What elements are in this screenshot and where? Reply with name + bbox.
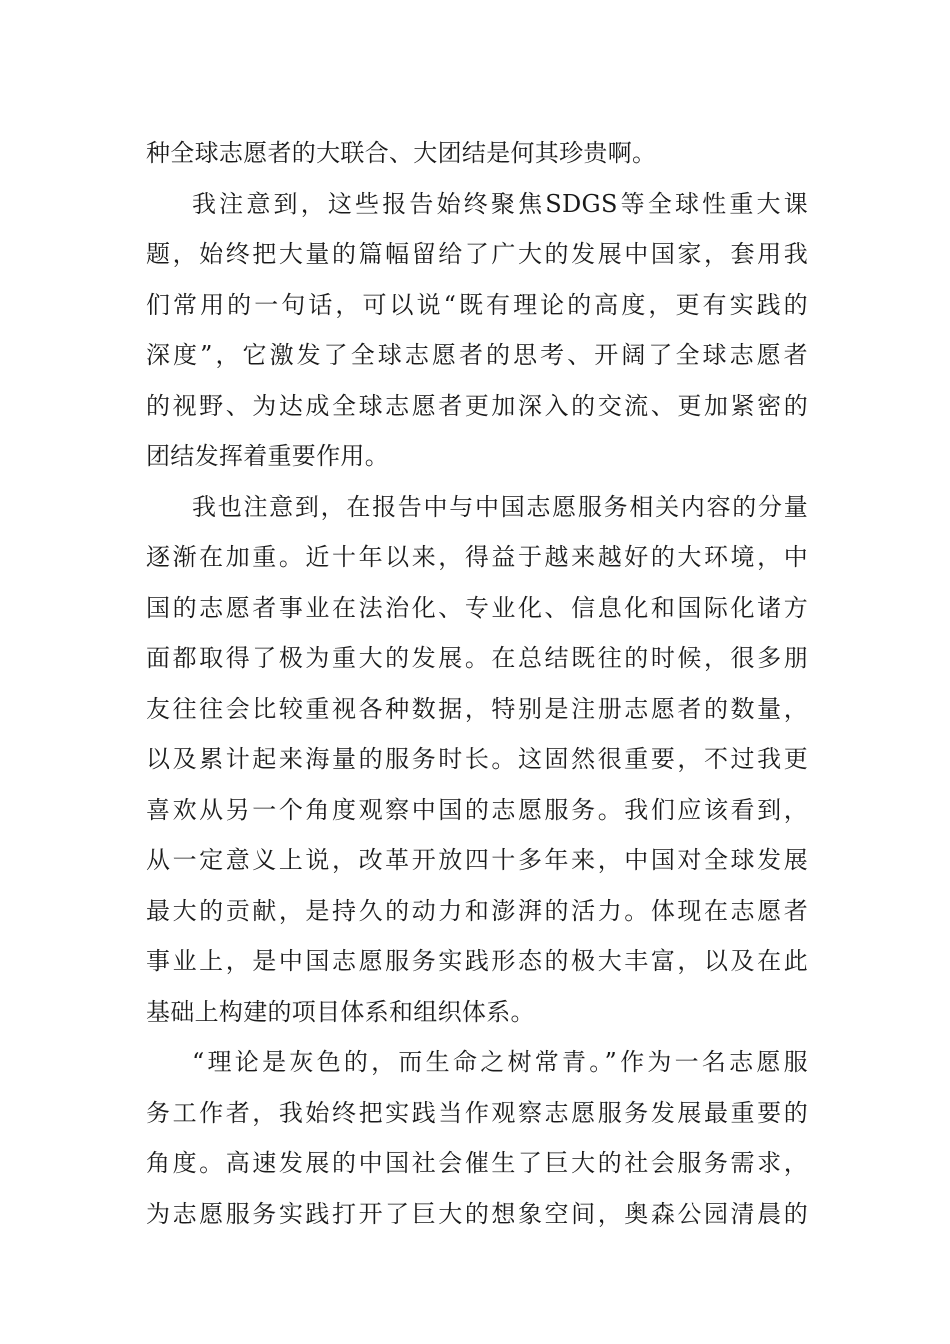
text-line: 角度。高速发展的中国社会催生了巨大的社会服务需求， <box>146 1149 808 1177</box>
paragraph-sdgs <box>146 179 808 482</box>
text-line: 种全球志愿者的大联合、大团结是何其珍贵啊。 <box>146 139 657 167</box>
text-line: 团结发挥着重要作用。 <box>146 442 389 470</box>
text-line: 以及累计起来海量的服务时长。这固然很重要，不过我更 <box>146 745 808 773</box>
text-line: 务工作者，我始终把实践当作观察志愿服务发展最重要的 <box>146 1098 808 1127</box>
text-line: 喜欢从另一个角度观察中国的志愿服务。我们应该看到， <box>146 795 808 824</box>
text-line: 逐渐在加重。近十年以来，得益于越来越好的大环境，中 <box>146 543 808 571</box>
text-line: 国的志愿者事业在法治化、专业化、信息化和国际化诸方 <box>146 593 808 622</box>
text-line: 从一定意义上说，改革开放四十多年来，中国对全球发展 <box>146 846 808 874</box>
text-line: 我注意到，这些报告始终聚焦SDGS等全球性重大课 <box>192 189 808 218</box>
text-line: 面都取得了极为重大的发展。在总结既往的时候，很多朋 <box>146 644 808 672</box>
text-line: 题，始终把大量的篇幅留给了广大的发展中国家，套用我 <box>146 240 808 268</box>
text-line: 我也注意到，在报告中与中国志愿服务相关内容的分量 <box>192 492 808 521</box>
text-line: 最大的贡献，是持久的动力和澎湃的活力。体现在志愿者 <box>146 896 808 925</box>
paragraph-china-volunteer <box>146 482 808 1038</box>
text-line: 基础上构建的项目体系和组织体系。 <box>146 997 535 1026</box>
text-line: “理论是灰色的，而生命之树常青。”作为一名志愿服 <box>192 1048 808 1076</box>
paragraph-theory-practice <box>146 1037 808 1239</box>
text-line: 深度”，它激发了全球志愿者的思考、开阔了全球志愿者 <box>146 341 808 369</box>
text-line: 们常用的一句话，可以说“既有理论的高度，更有实践的 <box>146 290 808 319</box>
text-line: 事业上，是中国志愿服务实践形态的极大丰富，以及在此 <box>146 947 808 975</box>
text-line: 友往往会比较重视各种数据，特别是注册志愿者的数量， <box>146 694 808 723</box>
paragraph-continuation <box>146 128 808 179</box>
text-line: 为志愿服务实践打开了巨大的想象空间，奥森公园清晨的 <box>146 1199 808 1228</box>
text-line: 的视野、为达成全球志愿者更加深入的交流、更加紧密的 <box>146 391 808 420</box>
document-body <box>146 128 808 1239</box>
